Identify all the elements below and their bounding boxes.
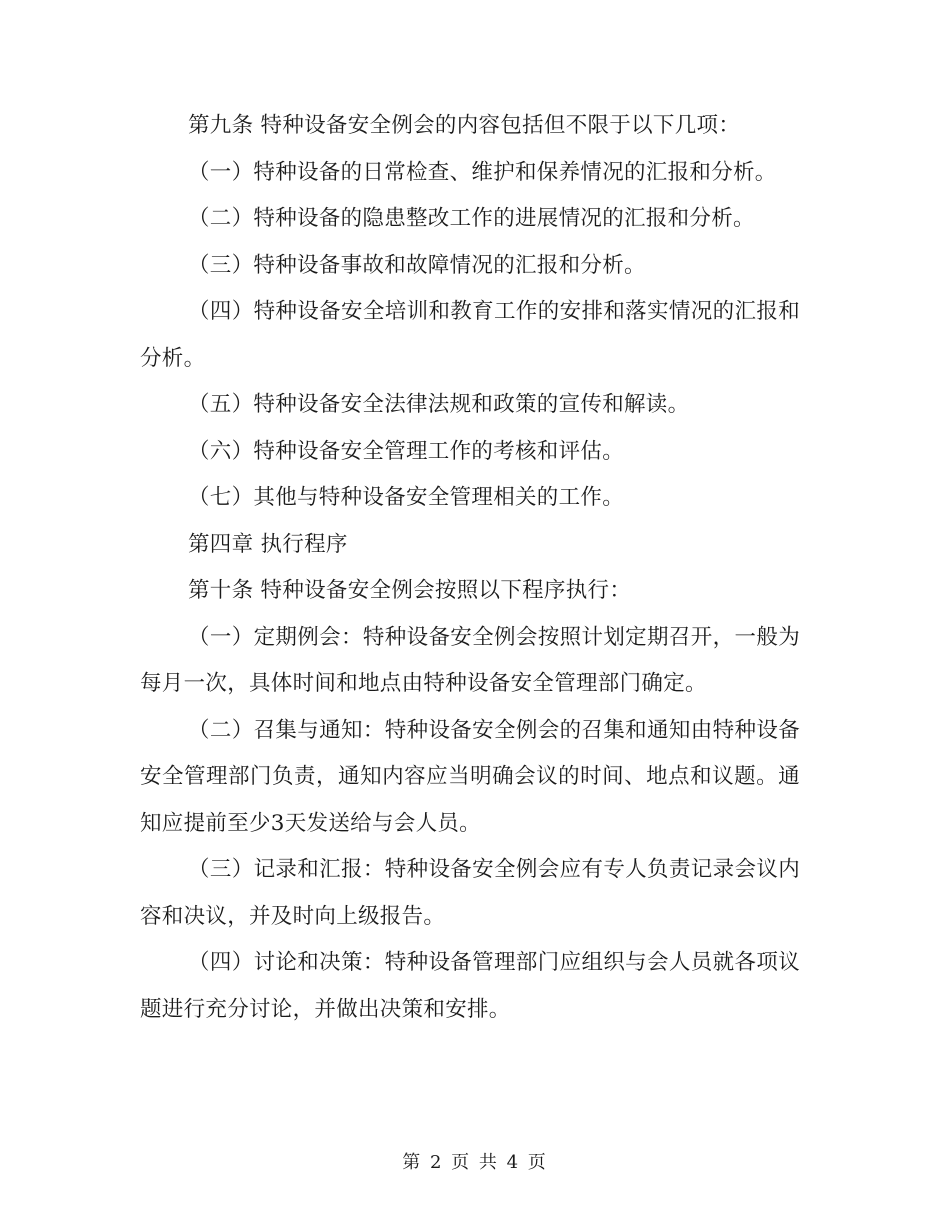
- page-number-footer: 第 2 页 共 4 页: [402, 1152, 548, 1173]
- article-9-item-5: （五）特种设备安全法律法规和政策的宣传和解读。: [188, 392, 690, 417]
- article-9-item-2: （二）特种设备的隐患整改工作的进展情况的汇报和分析。: [188, 206, 755, 231]
- article-10-item-3: （三）记录和汇报：特种设备安全例会应有专人负责记录会议内容和决议，并及时向上级报告。: [140, 857, 800, 929]
- article-9-heading: 第九条 特种设备安全例会的内容包括但不限于以下几项：: [188, 113, 741, 138]
- article-10-item-2: （二）召集与通知：特种设备安全例会的召集和通知由特种设备安全管理部门负责，通知内容应当明确会议的时间、地点和议题。通知应提前至少3天发送给与会人员。: [140, 717, 800, 836]
- article-9-item-7: （七）其他与特种设备安全管理相关的工作。: [188, 485, 625, 510]
- article-10-heading: 第十条 特种设备安全例会按照以下程序执行：: [188, 578, 632, 603]
- article-9-item-1: （一）特种设备的日常检查、维护和保养情况的汇报和分析。: [188, 159, 777, 185]
- article-9-item-6: （六）特种设备安全管理工作的考核和评估。: [188, 438, 625, 464]
- article-9-item-3: （三）特种设备事故和故障情况的汇报和分析。: [188, 252, 646, 278]
- article-10-item-4: （四）讨论和决策：特种设备管理部门应组织与会人员就各项议题进行充分讨论，并做出决策和安排。: [140, 950, 800, 1022]
- article-10-item-1: （一）定期例会：特种设备安全例会按照计划定期召开，一般为每月一次，具体时间和地点由特种设备安全管理部门确定。: [140, 624, 800, 696]
- chapter-4-heading: 第四章 执行程序: [188, 531, 348, 557]
- document-body: [140, 103, 800, 1033]
- article-9-item-4: （四）特种设备安全培训和教育工作的安排和落实情况的汇报和分析。: [140, 299, 800, 371]
